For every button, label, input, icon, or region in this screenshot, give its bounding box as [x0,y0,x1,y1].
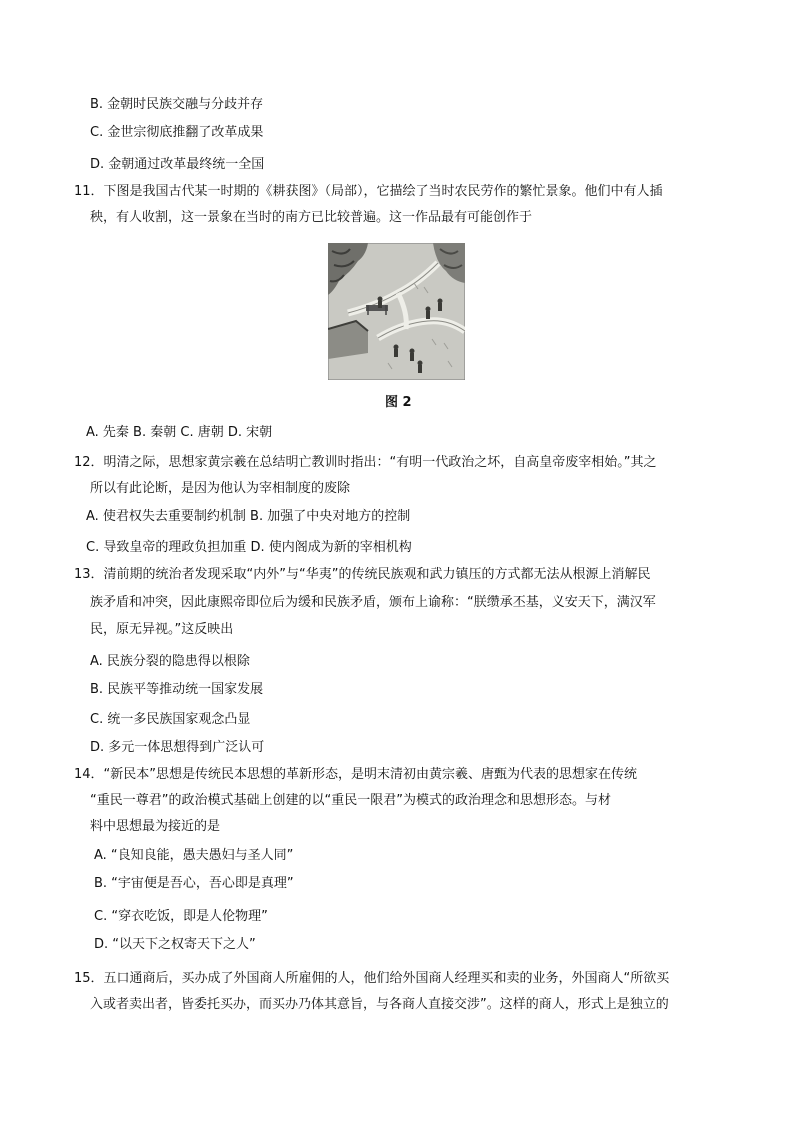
q10-option-c: C. 金世宗彻底推翻了改革成果 [90,125,264,140]
q10-option-d: D. 金朝通过改革最终统一全国 [90,157,265,172]
q13-option-b: B. 民族平等推动统一国家发展 [90,682,264,697]
q13-option-a: A. 民族分裂的隐患得以根除 [90,654,250,669]
q14-option-c: C. “穿衣吃饭，即是人伦物理” [94,909,268,924]
q14-stem-line3: 料中思想最为接近的是 [90,819,221,834]
q14-stem-line2: “重民一尊君”的政治模式基础上创建的以“重民一限君”为模式的政治理念和思想形态。与材 [90,793,611,808]
q10-option-b: B. 金朝时民族交融与分歧并存 [90,97,264,112]
q15-stem-line2: 入或者卖出者，皆委托买办，而买办乃体其意旨，与各商人直接交涉”。这样的商人，形式上是独立的 [90,997,669,1012]
q12-stem-line2: 所以有此论断，是因为他认为宰相制度的废除 [90,481,351,496]
q13-stem-line1: 13．清前期的统治者发现采取“内外”与“华夷”的传统民族观和武力镇压的方式都无法从根源上消解民 [74,567,651,582]
gengtu-painting-image [328,243,465,380]
q14-option-b: B. “宇宙便是吾心，吾心即是真理” [94,876,294,891]
q11-stem-line2: 秧，有人收割，这一景象在当时的南方已比较普遍。这一作品最有可能创作于 [90,210,533,225]
q15-stem-line1: 15．五口通商后，买办成了外国商人所雇佣的人，他们给外国商人经理买和卖的业务，外国商人“所欲买 [74,971,670,986]
q11-options: A. 先秦 B. 秦朝 C. 唐朝 D. 宋朝 [86,425,273,440]
q13-stem-line2: 族矛盾和冲突，因此康熙帝即位后为缓和民族矛盾，颁布上谕称：“朕缵承丕基，义安天下，满汉军 [90,595,656,610]
q14-stem-line1: 14．“新民本”思想是传统民本思想的革新形态，是明末清初由黄宗羲、唐甄为代表的思想家在传统 [74,767,638,782]
q13-stem-line3: 民，原无异视。”这反映出 [90,622,234,637]
q14-option-a: A. “良知良能，愚夫愚妇与圣人同” [94,848,294,863]
q14-option-d: D. “以天下之权寄天下之人” [94,937,256,952]
q13-option-c: C. 统一多民族国家观念凸显 [90,712,251,727]
figure-caption: 图 2 [385,395,412,410]
q12-options-cd: C. 导致皇帝的理政负担加重 D. 使内阁成为新的宰相机构 [86,540,412,555]
q12-options-ab: A. 使君权失去重要制约机制 B. 加强了中央对地方的控制 [86,509,411,524]
q12-stem-line1: 12．明清之际，思想家黄宗羲在总结明亡教训时指出：“有明一代政治之坏，自高皇帝废宰相始。”其之 [74,455,657,470]
q11-stem-line1: 11．下图是我国古代某一时期的《耕获图》（局部），它描绘了当时农民劳作的繁忙景象。他们中有人插 [74,184,663,199]
q13-option-d: D. 多元一体思想得到广泛认可 [90,740,265,755]
